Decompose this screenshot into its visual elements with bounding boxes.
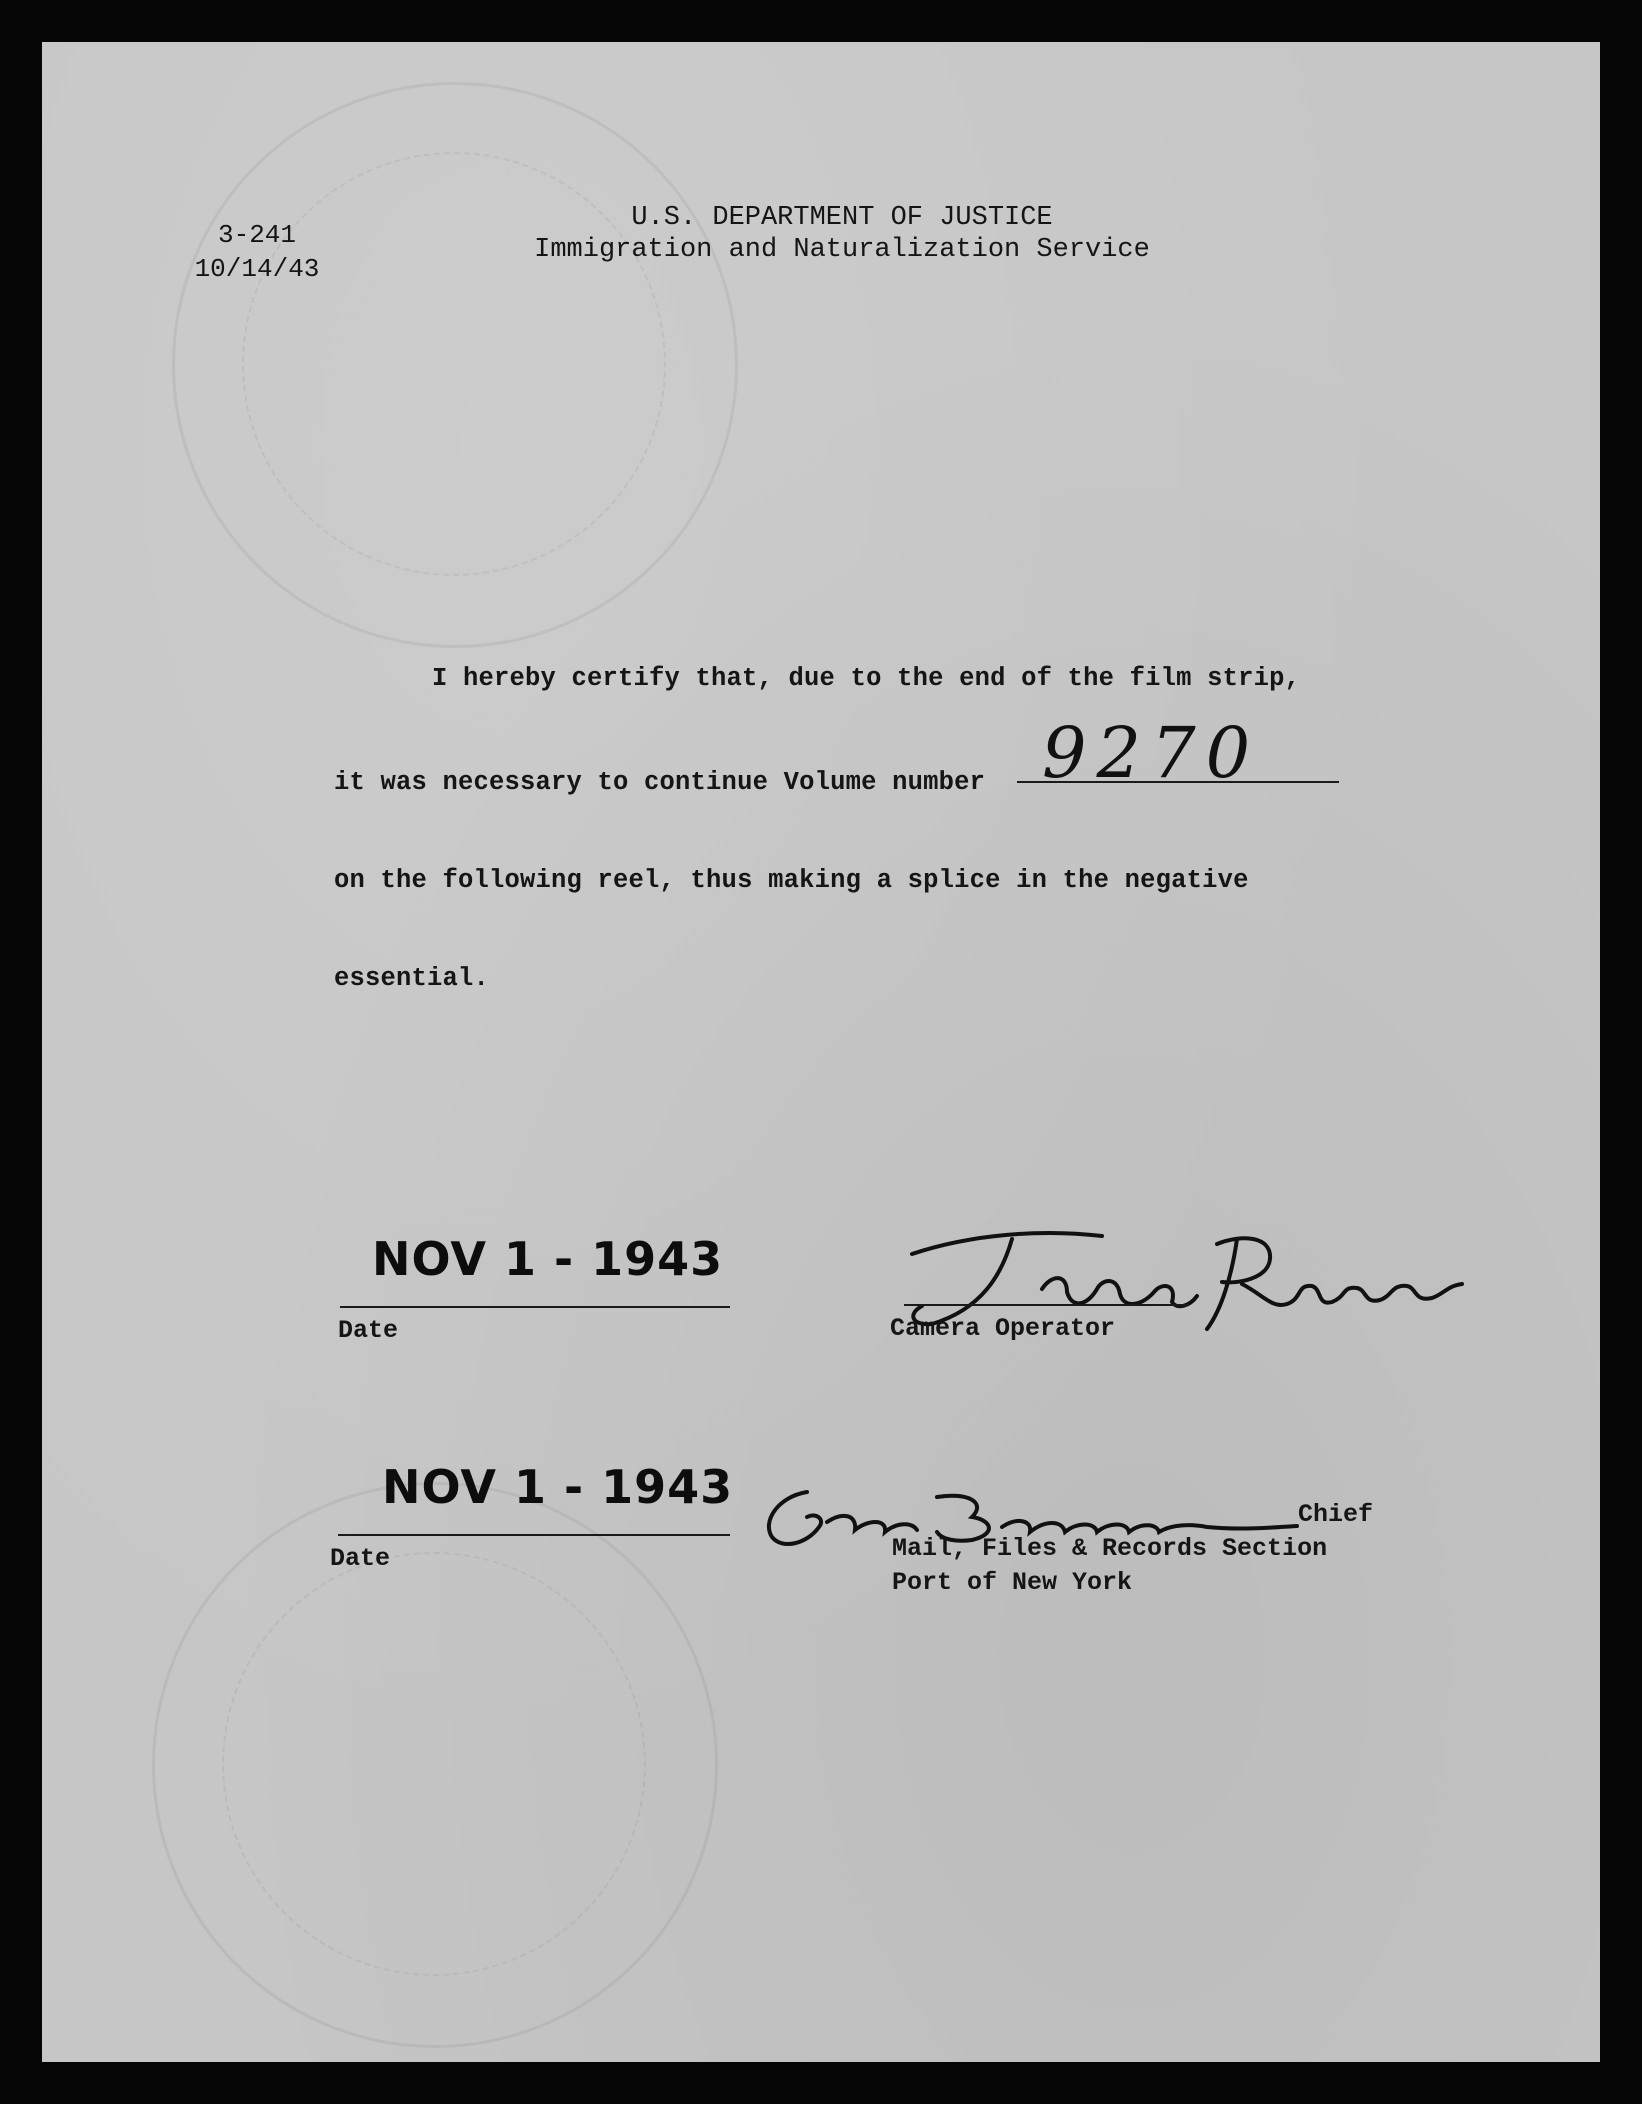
- chief-title-line1: Chief: [1298, 1500, 1374, 1529]
- camera-signature-line: [904, 1304, 1189, 1306]
- document-header: [482, 202, 1202, 266]
- chief-date-line: [338, 1534, 730, 1536]
- department-title: U.S. DEPARTMENT OF JUSTICE: [631, 203, 1053, 233]
- chief-title-line3: Port of New York: [892, 1568, 1133, 1597]
- document-page: [42, 42, 1600, 2062]
- certification-line-2: it was necessary to continue Volume number: [334, 768, 986, 797]
- chief-date-stamp: [382, 1460, 733, 1514]
- camera-date-stamp: [372, 1232, 723, 1286]
- chief-date-stamp-text: NOV 1 - 1943: [382, 1460, 734, 1514]
- chief-title-line2: Mail, Files & Records Section: [892, 1534, 1328, 1563]
- certification-line-3: on the following reel, thus making a splice in the negative: [334, 866, 1249, 895]
- camera-operator-title: Camera Operator: [890, 1314, 1116, 1343]
- camera-date-line: [340, 1306, 730, 1308]
- camera-date-label: Date: [338, 1316, 399, 1345]
- service-title: Immigration and Naturalization Service: [534, 235, 1150, 265]
- faint-seal-bottom-inner: [222, 1552, 646, 1976]
- chief-date-label: Date: [330, 1544, 391, 1573]
- form-number: [182, 218, 332, 286]
- camera-date-stamp-text: NOV 1 - 1943: [372, 1232, 724, 1286]
- form-code: 3-241: [217, 220, 296, 250]
- form-date: 10/14/43: [194, 254, 320, 284]
- certification-line-4: essential.: [334, 964, 490, 993]
- certification-line-1: I hereby certify that, due to the end of the film strip,: [432, 664, 1301, 693]
- volume-number-handwritten: 9270: [1042, 712, 1261, 794]
